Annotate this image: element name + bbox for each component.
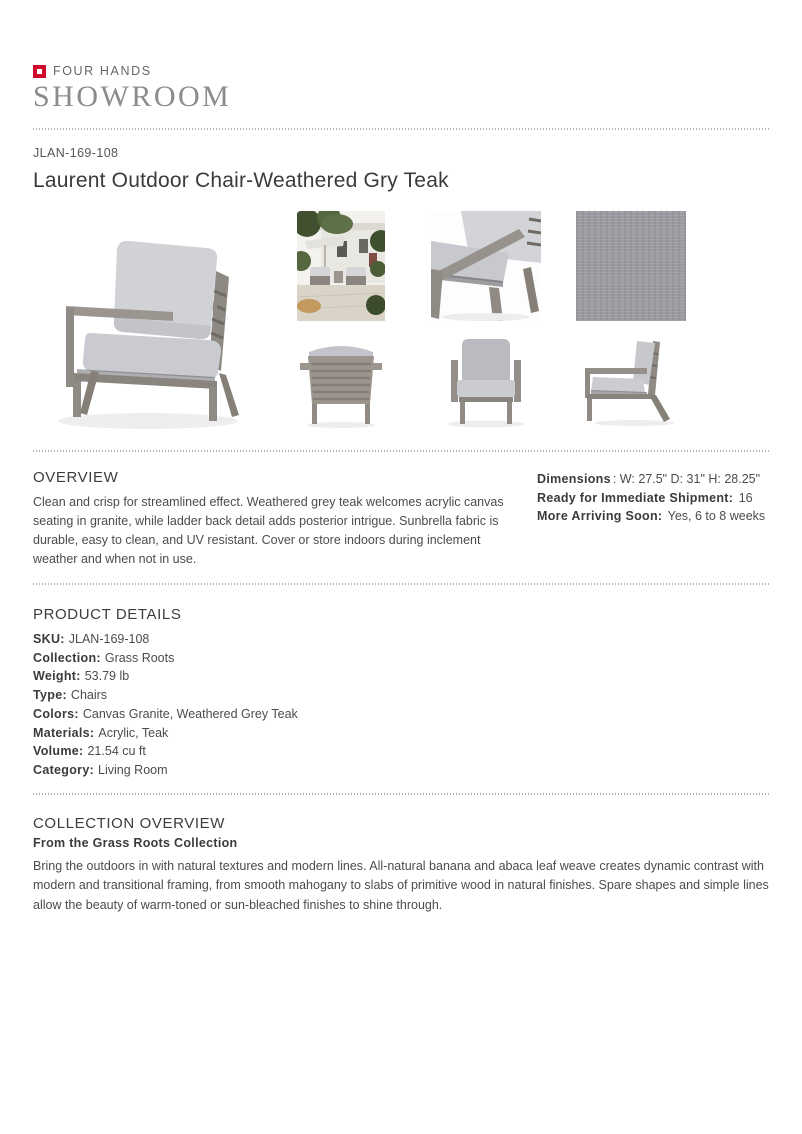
brand-name: FOUR HANDS	[53, 64, 152, 78]
logo-inner-square	[37, 69, 42, 74]
collection-overview-heading: COLLECTION OVERVIEW	[33, 814, 225, 832]
detail-value: Living Room	[98, 762, 168, 777]
dimensions-value: : W: 27.5" D: 31" H: 28.25"	[612, 472, 761, 486]
divider	[33, 793, 769, 795]
detail-label: Materials:	[33, 725, 95, 740]
detail-row-materials	[33, 724, 769, 743]
product-details-section	[33, 606, 769, 780]
detail-value: JLAN-169-108	[68, 632, 150, 646]
fabric-swatch-image	[576, 211, 686, 321]
detail-row-category	[33, 761, 769, 780]
divider	[33, 450, 769, 452]
detail-label: Type:	[33, 688, 67, 703]
image-gallery	[33, 209, 769, 439]
chair-detail-image	[431, 211, 541, 321]
arriving-soon-value: Yes, 6 to 8 weeks	[667, 509, 766, 523]
detail-row-volume	[33, 742, 769, 761]
thumbnail-side-view[interactable]	[579, 337, 684, 427]
thumbnail-chair-detail[interactable]	[431, 211, 541, 321]
arriving-soon-label: More Arriving Soon:	[537, 509, 663, 523]
dimensions-line	[537, 470, 769, 489]
dimensions-label: Dimensions	[537, 472, 611, 486]
brand-row	[33, 64, 769, 78]
page-title: Laurent Outdoor Chair-Weathered Gry Teak	[33, 169, 449, 192]
product-details-list	[33, 630, 769, 780]
ready-shipment-value: 16	[738, 490, 753, 505]
detail-row-collection	[33, 649, 769, 668]
collection-subheading: From the Grass Roots Collection	[33, 835, 238, 850]
showroom-wordmark: SHOWROOM	[33, 80, 232, 113]
detail-value: 21.54 cu ft	[87, 744, 146, 759]
ready-shipment-line	[537, 489, 769, 508]
header	[33, 64, 769, 113]
arriving-soon-line	[537, 507, 769, 526]
chair-side-image	[579, 337, 684, 427]
detail-value: Grass Roots	[104, 650, 175, 665]
detail-value: Acrylic, Teak	[98, 725, 169, 740]
thumbnail-fabric-swatch[interactable]	[576, 211, 686, 321]
lifestyle-patio-image	[297, 211, 385, 321]
detail-label: Volume:	[33, 744, 84, 759]
ready-shipment-label: Ready for Immediate Shipment:	[537, 490, 734, 505]
thumbnail-grid	[286, 211, 686, 439]
main-product-photo	[33, 209, 250, 439]
detail-row-colors	[33, 705, 769, 724]
detail-label: Colors:	[33, 706, 79, 721]
thumbnail-lifestyle[interactable]	[297, 211, 385, 321]
detail-value: 53.79 lb	[84, 669, 130, 684]
detail-label: SKU:	[33, 632, 65, 646]
divider	[33, 128, 769, 130]
divider	[33, 583, 769, 585]
overview-heading: OVERVIEW	[33, 469, 119, 486]
four-hands-logo-icon	[33, 65, 46, 78]
collection-overview-section	[33, 815, 769, 916]
overview-column	[33, 469, 511, 569]
detail-value: Chairs	[70, 688, 108, 703]
detail-value: Canvas Granite, Weathered Grey Teak	[82, 706, 298, 721]
detail-row-sku	[33, 630, 769, 649]
product-details-heading: PRODUCT DETAILS	[33, 606, 182, 623]
detail-row-type	[33, 686, 769, 705]
detail-row-weight	[33, 667, 769, 686]
collection-body: Bring the outdoors in with natural textures and modern lines. All-natural banana and abaca leaf weave creates dynamic contrast with modern and transitional framing, from smooth mahogany to slabs of primitive wood in natural finishes. Spare shapes and simple lines allow the beauty of warm-toned or sun-bleached finishes to shine through.	[33, 858, 769, 912]
thumbnail-back-view[interactable]	[295, 334, 387, 429]
chair-front-image	[436, 334, 536, 429]
sku-header: JLAN-169-108	[33, 146, 119, 160]
thumbnail-front-view[interactable]	[436, 334, 536, 429]
detail-label: Collection:	[33, 650, 101, 665]
detail-label: Category:	[33, 762, 95, 777]
chair-back-image	[295, 334, 387, 429]
overview-section	[33, 469, 769, 569]
detail-label: Weight:	[33, 669, 81, 684]
availability-column	[537, 469, 769, 569]
overview-body: Clean and crisp for streamlined effect. Weathered grey teak welcomes acrylic canvas seating in granite, while ladder back detail adds posterior intrigue. Sunbrella fabric is durable, easy to clean, and UV resistant. Cover or store indoors during inclement weather and when not in use.	[33, 495, 504, 566]
chair-three-quarter-image	[33, 209, 250, 439]
